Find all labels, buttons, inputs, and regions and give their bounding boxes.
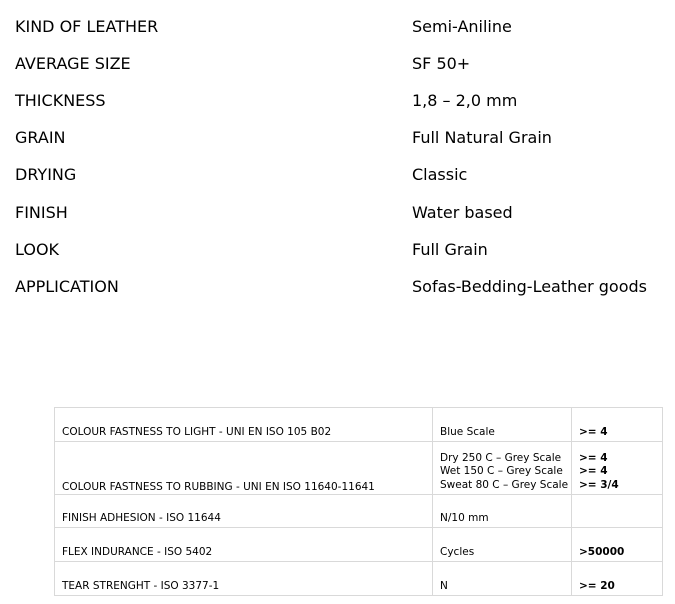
spec-row-kind xyxy=(0,17,675,54)
spec-value: Classic xyxy=(412,165,468,184)
spec-row-application xyxy=(0,277,675,314)
spec-value: Full Grain xyxy=(412,240,488,259)
test-result xyxy=(572,442,663,495)
test-method: N/10 mm xyxy=(433,495,572,528)
spec-value: Water based xyxy=(412,203,513,222)
spec-row-finish xyxy=(0,203,675,240)
test-result: >= 4 xyxy=(572,408,663,442)
table-row xyxy=(55,562,663,596)
spec-key: KIND OF LEATHER xyxy=(15,17,159,36)
method-line: Dry 250 C – Grey Scale xyxy=(440,451,562,464)
method-line: Wet 150 C – Grey Scale xyxy=(440,465,563,477)
result-line: >= 3/4 xyxy=(579,478,619,491)
test-name: FLEX INDURANCE - ISO 5402 xyxy=(55,528,433,562)
spec-row-thickness xyxy=(0,91,675,128)
spec-key: APPLICATION xyxy=(15,277,119,296)
spec-key: AVERAGE SIZE xyxy=(15,54,131,73)
table-row xyxy=(55,408,663,442)
test-name: COLOUR FASTNESS TO LIGHT - UNI EN ISO 105 B02 xyxy=(55,408,433,442)
spec-value: SF 50+ xyxy=(412,54,471,73)
spec-row-size xyxy=(0,54,675,91)
table-row xyxy=(55,528,663,562)
result-line: >= 4 xyxy=(579,465,608,477)
method-line: Sweat 80 C – Grey Scale xyxy=(440,478,569,491)
spec-row-drying xyxy=(0,165,675,202)
test-result xyxy=(572,495,663,528)
spec-value: Full Natural Grain xyxy=(412,128,552,147)
test-method: Blue Scale xyxy=(433,408,572,442)
spec-row-grain xyxy=(0,128,675,165)
test-method: Cycles xyxy=(433,528,572,562)
spec-value: Semi-Aniline xyxy=(412,17,512,36)
test-method: N xyxy=(433,562,572,596)
spec-key: FINISH xyxy=(15,203,68,222)
test-results-table xyxy=(54,407,663,596)
spec-value: Sofas-Bedding-Leather goods xyxy=(412,277,647,296)
spec-row-look xyxy=(0,240,675,277)
result-line: >= 4 xyxy=(579,451,608,464)
spec-key: LOOK xyxy=(15,240,60,259)
test-name: TEAR STRENGHT - ISO 3377-1 xyxy=(55,562,433,596)
spec-key: DRYING xyxy=(15,165,77,184)
test-result: >50000 xyxy=(572,528,663,562)
spec-value: 1,8 – 2,0 mm xyxy=(412,91,518,110)
table-row xyxy=(55,442,663,495)
test-name: COLOUR FASTNESS TO RUBBING - UNI EN ISO 11640-11641 xyxy=(55,442,433,495)
test-result: >= 20 xyxy=(572,562,663,596)
spec-key: GRAIN xyxy=(15,128,66,147)
spec-key: THICKNESS xyxy=(15,91,106,110)
test-method xyxy=(433,442,572,495)
table-row xyxy=(55,495,663,528)
test-name: FINISH ADHESION - ISO 11644 xyxy=(55,495,433,528)
